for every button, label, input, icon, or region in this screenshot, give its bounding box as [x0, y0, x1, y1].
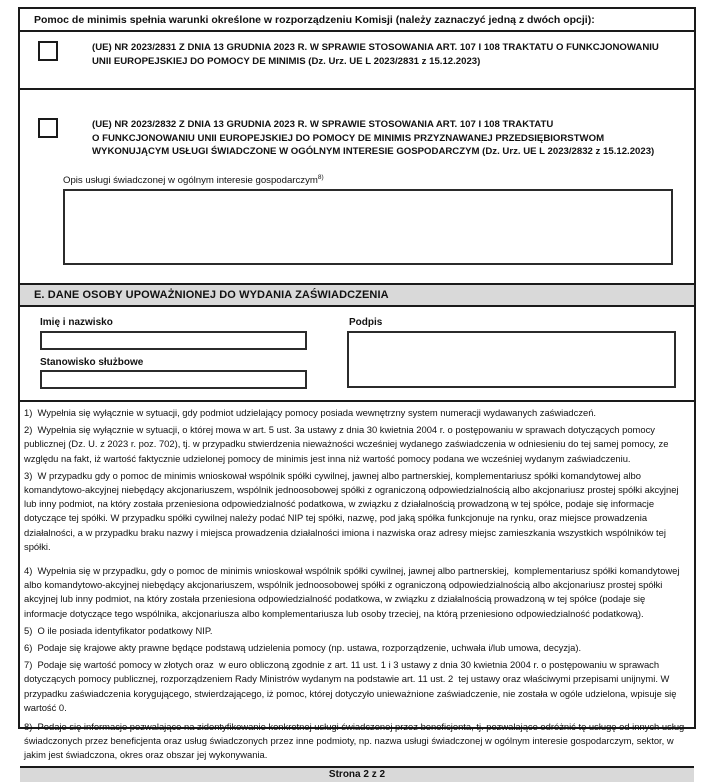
footnote-5: 5) O ile posiada identyfikator podatkowy NIP. — [24, 624, 213, 636]
page-number: Strona 2 z 2 — [328, 769, 386, 781]
option-1-label-line-2: UNII EUROPEJSKIEJ DO POMOCY DE MINIMIS (Dz. Urz. UE L 2023/2831 z 15.12.2023) — [92, 55, 481, 67]
name-input[interactable] — [40, 331, 307, 350]
option-2-row — [20, 90, 694, 285]
option-2-label-line-3: WYKONUJĄCYM USŁUGI ŚWIADCZONE W OGÓLNYM INTERESIE GOSPODARCZYM (Dz. Urz. UE L 2023/2832 z 15.12.2023) — [92, 146, 655, 157]
section-e-header — [20, 285, 694, 307]
signature-label: Podpis — [349, 317, 383, 328]
section-e-title: E. DANE OSOBY UPOWAŻNIONEJ DO WYDANIA ZAŚWIADCZENIA — [34, 289, 389, 301]
name-label: Imię i nazwisko — [40, 317, 113, 328]
section-e-body — [20, 307, 694, 402]
option-2-label-line-1: (UE) NR 2023/2832 Z DNIA 13 GRUDNIA 2023 R. W SPRAWIE STOSOWANIA ART. 107 I 108 TRAKTATU — [92, 119, 554, 130]
footnote-8: 8) Podaje się informacje pozwalające na zidentyfikowanie konkretnej usługi świadczonej przez beneficjenta, tj. pozwalające odróżnić tę usługę od innych usług świadczonych przez beneficjenta oraz usług świadczonych przez inne podmioty, np. nazwa usługi świadczonej w ogólnym interesie gospodarczym, sektor, w jakim jest świadczona, okres oraz obszar jej wykonywania. — [24, 721, 687, 761]
footnote-8-reference: 8) — [317, 173, 324, 181]
footnotes-block — [20, 402, 694, 766]
option-1-row — [20, 32, 694, 90]
service-description-label: Opis usługi świadczonej w ogólnym interesie gospodarczym$^{8)}$ — [63, 173, 324, 186]
de-minimis-instruction-row — [20, 9, 694, 32]
footnote-3: 3) W przypadku gdy o pomoc de minimis wnioskował wspólnik spółki cywilnej, jawnej albo partnerskiej, komplementariusz spółki komandytowej albo komandytowo-akcyjnej niebędący akcjonariuszem, wspólnik jednoosobowej spółki z ograniczoną odpowiedzialnością albo akcjonariusz prostej spółki akcyjnej lub inny podmiot, na który została przeniesiona odpowiedzialność podatkowa, w związku z działalnością prowadzoną w tej spółce, podaje się informacje dotyczące tej spółki. W przypadku spółki cywilnej należy podać NIP tej spółki, nazwę, pod jaką spółka funkcjonuje na rynku, oraz miejsce prowadzenia działalności, a w przypadku braku nazwy i miejsca prowadzenia działalności imiona i nazwiska oraz adresy miejsc zamieszkania wszystkich wspólników tej spółki. — [24, 469, 682, 552]
option-1-label — [92, 41, 659, 68]
service-description-input[interactable] — [63, 189, 673, 265]
signature-input[interactable] — [347, 331, 676, 388]
position-input[interactable] — [40, 370, 307, 389]
option-2-label — [92, 118, 654, 159]
footnote-7: 7) Podaje się wartość pomocy w złotych oraz w euro obliczoną zgodnie z art. 11 ust. 1 i 3 ustawy z dnia 30 kwietnia 2004 r. o postępowaniu w sprawach dotyczących pomocy publicznej, rozporządzeniem Rady Ministrów wydanym na podstawie art. 11 ust. 2 tej ustawy oraz właściwymi przepisami unijnymi. W przypadku zaświadczenia korygującego, stwierdzającego, iż pomoc, której dotyczyło unieważnione zaświadczenie, nie została w ogóle udzielona, wpisuje się wartość 0. — [24, 659, 680, 713]
footnote-2: 2) Wypełnia się wyłącznie w sytuacji, o której mowa w art. 5 ust. 3a ustawy z dnia 30 kwietnia 2004 r. o postępowaniu w sprawach dotyczących pomocy publicznej (Dz. U. z 2023 r. poz. 702), tj. w przypadku stwierdzenia nieważności wcześniej wydanego zaświadczenia w odniesieniu do tej samej pomocy, ze względu na fakt, iż wartość faktycznie udzielonej pomocy de minimis jest inna niż wartość pomocy podana we wcześniej wydanym zaświadczeniu. — [24, 424, 672, 464]
option-2-label-line-2: O FUNKCJONOWANIU UNII EUROPEJSKIEJ DO POMOCY DE MINIMIS PRZYZNAWANEJ PRZEDSIĘBIORSTWOM — [92, 132, 605, 144]
option-1-label-line-1: (UE) NR 2023/2831 Z DNIA 13 GRUDNIA 2023 R. W SPRAWIE STOSOWANIA ART. 107 I 108 TRAKTATU O FUNKCJONOWANIU — [92, 42, 659, 53]
position-label: Stanowisko służbowe — [40, 357, 144, 368]
option-1-checkbox[interactable] — [38, 41, 58, 61]
de-minimis-instruction-text: Pomoc de minimis spełnia warunki określone w rozporządzeniu Komisji (należy zaznaczyć jedną z dwóch opcji): — [34, 13, 595, 26]
form-frame — [18, 7, 696, 781]
footnote-6: 6) Podaje się krajowe akty prawne będące podstawą udzielenia pomocy (np. ustawa, rozporządzenie, uchwała i/lub umowa, decyzja). — [24, 642, 582, 654]
option-2-checkbox[interactable] — [38, 118, 58, 138]
footnote-4: 4) Wypełnia się w przypadku, gdy o pomoc de minimis wnioskował wspólnik spółki cywilnej, jawnej albo partnerskiej, komplementariusz spółki komandytowej albo komandytowo-akcyjnej niebędący akcjonariuszem, wspólnik jednoosobowej spółki z ograniczoną odpowiedzialnością albo akcjonariusz prostej spółki akcyjnej lub inny podmiot, na który została przeniesiona odpowiedzialność podatkowa, w związku z działalnością prowadzoną w tej spółce (podaje się informacje dotyczące tego wspólnika, akcjonariusza albo komplementariusza lub osoby trzeciej, na którą przeniesiono odpowiedzialność podatkową). — [24, 565, 683, 619]
footnote-1: 1) Wypełnia się wyłącznie w sytuacji, gdy podmiot udzielający pomocy posiada wewnętrzny system numeracji wydawanych zaświadczeń. — [24, 407, 597, 418]
page-footer — [20, 766, 694, 782]
